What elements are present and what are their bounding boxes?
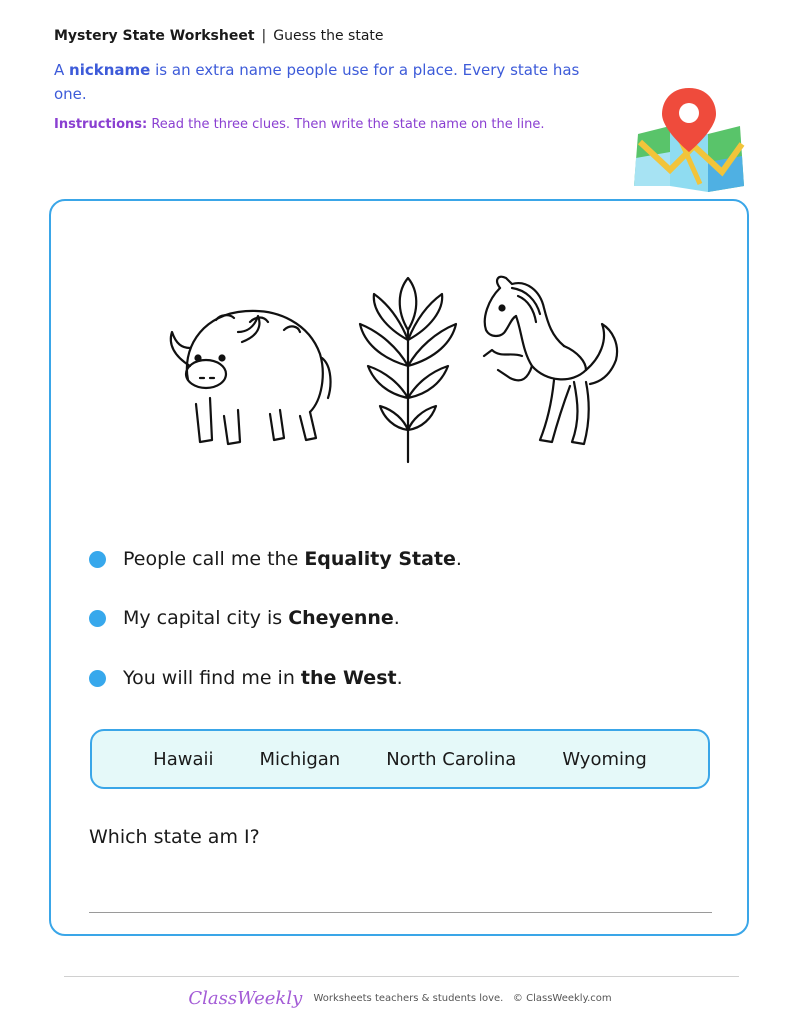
definition-prefix: A bbox=[54, 61, 65, 79]
classweekly-logo: ClassWeekly bbox=[188, 988, 303, 1009]
clue-period: . bbox=[393, 607, 400, 629]
clue-3 bbox=[89, 664, 403, 692]
instructions-label: Instructions: bbox=[54, 117, 148, 132]
word-bank bbox=[90, 729, 710, 789]
clue-2 bbox=[89, 604, 400, 632]
clue-keyword: Cheyenne bbox=[288, 607, 394, 629]
clue-text: My capital city is bbox=[123, 607, 283, 629]
footer bbox=[0, 988, 800, 1009]
clue-keyword: Equality State bbox=[304, 548, 456, 570]
bullet-dot bbox=[89, 670, 106, 687]
worksheet-subtitle: Guess the state bbox=[273, 28, 384, 44]
title-line bbox=[54, 26, 614, 46]
option-north-carolina: North Carolina bbox=[386, 748, 517, 770]
answer-line[interactable] bbox=[89, 912, 712, 913]
footer-divider bbox=[64, 976, 739, 977]
bullet-dot bbox=[89, 551, 106, 568]
footer-copyright: © ClassWeekly.com bbox=[512, 993, 612, 1004]
worksheet-title: Mystery State Worksheet bbox=[54, 28, 255, 44]
horse-icon bbox=[484, 277, 617, 444]
instructions-text: Read the three clues. Then write the state name on the line. bbox=[151, 117, 545, 132]
clue-1 bbox=[89, 545, 462, 573]
definition-text: is an extra name people use for a place. Every state has one. bbox=[54, 61, 580, 103]
question: Which state am I? bbox=[89, 826, 260, 848]
clue-text: You will find me in bbox=[123, 667, 295, 689]
option-michigan: Michigan bbox=[259, 748, 341, 770]
clue-keyword: the West bbox=[300, 667, 397, 689]
instructions bbox=[54, 116, 614, 134]
worksheet-header bbox=[54, 26, 614, 134]
option-wyoming: Wyoming bbox=[562, 748, 647, 770]
title-separator: | bbox=[261, 28, 267, 44]
clue-period: . bbox=[396, 667, 403, 689]
map-pin-icon bbox=[630, 86, 748, 194]
option-hawaii: Hawaii bbox=[153, 748, 214, 770]
bullet-dot bbox=[89, 610, 106, 627]
state-symbols-illustration bbox=[160, 270, 640, 470]
clue-text: People call me the bbox=[123, 548, 299, 570]
footer-tagline: Worksheets teachers & students love. bbox=[313, 993, 504, 1004]
bison-icon bbox=[171, 311, 331, 444]
definition-term: nickname bbox=[69, 61, 151, 79]
clue-period: . bbox=[455, 548, 462, 570]
paintbrush-flower-icon bbox=[360, 278, 456, 462]
nickname-definition bbox=[54, 58, 584, 106]
